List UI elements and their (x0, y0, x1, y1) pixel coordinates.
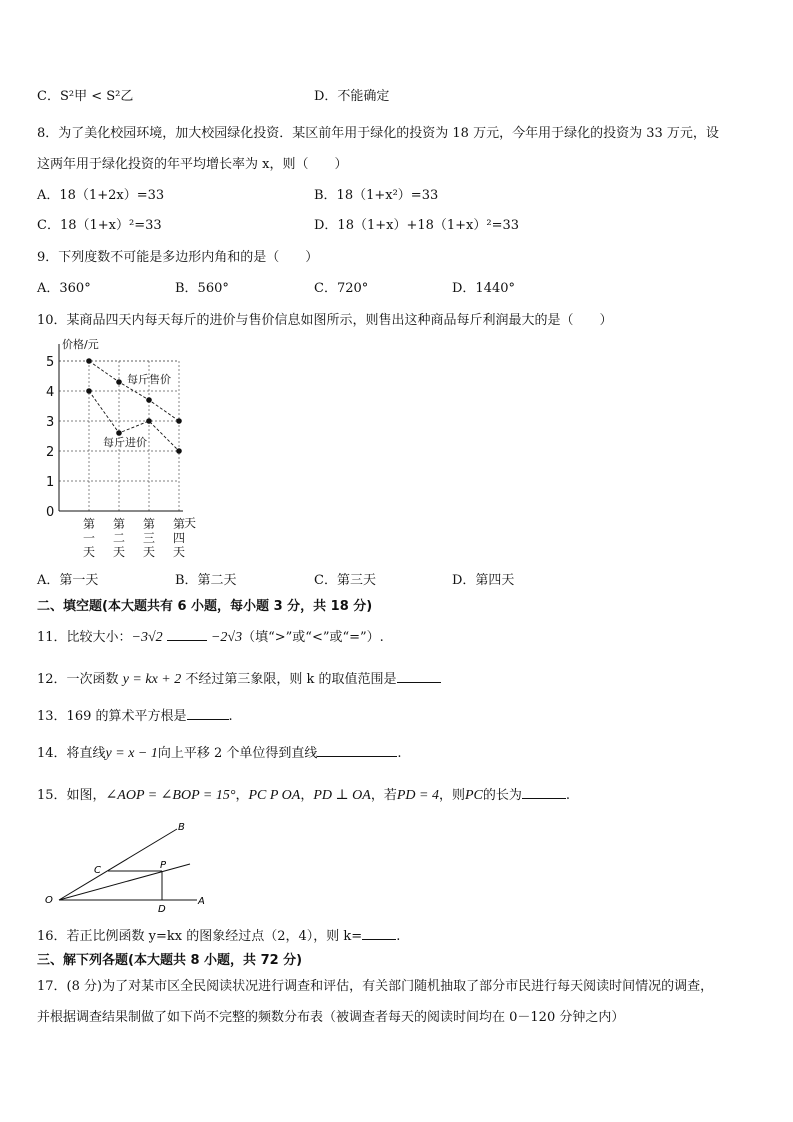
q8-option-d: D．18（1+x）+18（1+x）²=33 (314, 218, 520, 233)
label-d: D (158, 904, 166, 914)
series-line-sale (89, 361, 179, 421)
y-tick-label: 4 (46, 385, 55, 400)
section-3-title: 三、解下列各题(本大题共 8 小题，共 72 分) (37, 953, 303, 968)
q15-geometry-figure (40, 818, 215, 914)
q15-expr-angles: ∠AOP = ∠BOP = 15° (105, 788, 236, 803)
q11-prefix: 11．比较大小： (37, 630, 132, 645)
y-tick-label: 0 (46, 505, 55, 520)
q10-stem: 10．某商品四天内每天每斤的进价与售价信息如图所示，则售出这种商品每斤利润最大的是（ ） (37, 313, 613, 328)
q11-expr-left: −3√2 (131, 630, 163, 645)
q10-option-c: C．第三天 (314, 573, 376, 588)
q16 (37, 927, 400, 946)
q12-prefix: 12．一次函数 (37, 672, 119, 687)
data-point (176, 418, 182, 424)
q15-expr-perp: PD ⊥ OA (313, 788, 371, 803)
q15-mid2: ，则 (438, 788, 465, 803)
x-tick-label: 第 (173, 517, 186, 531)
q9-option-c: C．720° (314, 281, 369, 296)
data-point (116, 379, 122, 385)
label-a: A (198, 896, 205, 907)
q9-option-a: A．360° (37, 281, 91, 296)
data-point (86, 358, 92, 364)
q10-price-chart (40, 336, 210, 562)
q14 (37, 744, 402, 763)
q11-suffix: （填“>”或“<”或“=”）. (242, 630, 384, 645)
q11 (37, 628, 384, 647)
q9-option-b: B．560° (175, 281, 229, 296)
q13-answer-blank[interactable] (187, 707, 229, 720)
x-tick-label: 三 (143, 531, 156, 545)
data-point (146, 418, 152, 424)
label-o: O (45, 895, 53, 906)
q9-stem: 9．下列度数不可能是多边形内角和的是（ ） (37, 250, 319, 265)
q16-text: 16．若正比例函数 y=kx 的图象经过点（2，4），则 k= (37, 929, 363, 944)
q15-sep1: ， (235, 788, 249, 803)
q15-sep2: ， (300, 788, 314, 803)
q10-option-d: D．第四天 (452, 573, 515, 588)
q17-line1: 17．(8 分)为了对某市区全民阅读状况进行调查和评估，有关部门随机抽取了部分市民进行每天阅读时间情况的调查， (37, 979, 714, 994)
series-label: 每斤售价 (127, 373, 171, 386)
x-tick-label: 二 (113, 531, 126, 545)
q12-answer-blank[interactable] (397, 670, 441, 683)
data-point (146, 397, 152, 403)
x-tick-label: 第 (143, 517, 156, 531)
x-tick-label: 第 (113, 517, 126, 531)
q16-end: . (396, 929, 401, 944)
q16-answer-blank[interactable] (362, 927, 396, 940)
q17-line2: 并根据调查结果制做了如下尚不完整的频数分布表（被调查者每天的阅读时间均在 0－120 分钟之内） (37, 1010, 625, 1025)
section-2-title: 二、填空题(本大题共有 6 小题，每小题 3 分，共 18 分) (37, 599, 373, 614)
data-point (116, 430, 122, 436)
q7-option-d: D．不能确定 (314, 89, 390, 104)
q9-option-d: D．1440° (452, 281, 516, 296)
data-point (86, 388, 92, 394)
q13-text: 13．169 的算术平方根是 (37, 709, 187, 724)
label-b: B (178, 822, 185, 833)
q15-suffix: 的长为 (482, 788, 522, 803)
series-label: 每斤进价 (103, 436, 147, 449)
x-tick-label: 第 (83, 517, 96, 531)
q15 (37, 786, 570, 805)
x-tick-label: 天 (83, 545, 96, 559)
q10-option-a: A．第一天 (37, 573, 99, 588)
q15-expr-pc: PC (464, 788, 483, 803)
q15-prefix: 15．如图， (37, 788, 106, 803)
q14-expr: y = x − 1 (105, 746, 158, 761)
q8-stem-line1: 8．为了美化校园环境，加大校园绿化投资．某区前年用于绿化的投资为 18 万元，今年用于绿化的投资为 33 万元，设 (37, 126, 719, 141)
q11-answer-blank[interactable] (167, 628, 207, 641)
y-tick-label: 1 (46, 475, 55, 490)
q13-end: . (228, 709, 233, 724)
q15-end: . (565, 788, 571, 803)
q8-option-b: B．18（1+x²）=33 (314, 188, 439, 203)
data-point (176, 448, 182, 454)
q14-answer-blank[interactable] (317, 744, 397, 757)
q15-expr-parallel: PC P OA (248, 788, 301, 803)
q15-expr-pd: PD = 4 (396, 788, 439, 803)
x-tick-label: 天 (143, 545, 156, 559)
label-c: C (94, 865, 101, 876)
q10-option-b: B．第二天 (175, 573, 237, 588)
q14-end: . (397, 746, 402, 761)
y-tick-label: 5 (46, 355, 55, 370)
q12-suffix: 不经过第三象限，则 k 的取值范围是 (185, 672, 397, 687)
x-tick-label: 四 (173, 531, 186, 545)
q14-suffix: 向上平移 2 个单位得到直线 (157, 746, 318, 761)
q7-option-c: C．S²甲 < S²乙 (37, 89, 134, 104)
x-tick-label: 天 (173, 545, 186, 559)
q12-expr: y = kx + 2 (122, 672, 182, 687)
q11-expr-right: −2√3 (210, 630, 243, 645)
q12 (37, 670, 441, 689)
ray-op (59, 864, 190, 900)
q15-answer-blank[interactable] (522, 786, 566, 799)
y-tick-label: 2 (46, 445, 55, 460)
q15-mid: ，若 (370, 788, 397, 803)
q13 (37, 707, 233, 726)
x-tick-label: 一 (83, 531, 96, 545)
q8-option-a: A．18（1+2x）=33 (37, 188, 165, 203)
x-tick-label: 天 (113, 545, 126, 559)
y-tick-label: 3 (46, 415, 55, 430)
x-axis-label: 天 (184, 516, 197, 530)
q14-prefix: 14．将直线 (37, 746, 106, 761)
q8-option-c: C．18（1+x）²=33 (37, 218, 162, 233)
q8-stem-line2: 这两年用于绿化投资的年平均增长率为 x，则（ ） (37, 157, 348, 172)
label-p: P (160, 860, 167, 871)
y-axis-label: 价格/元 (62, 338, 99, 351)
